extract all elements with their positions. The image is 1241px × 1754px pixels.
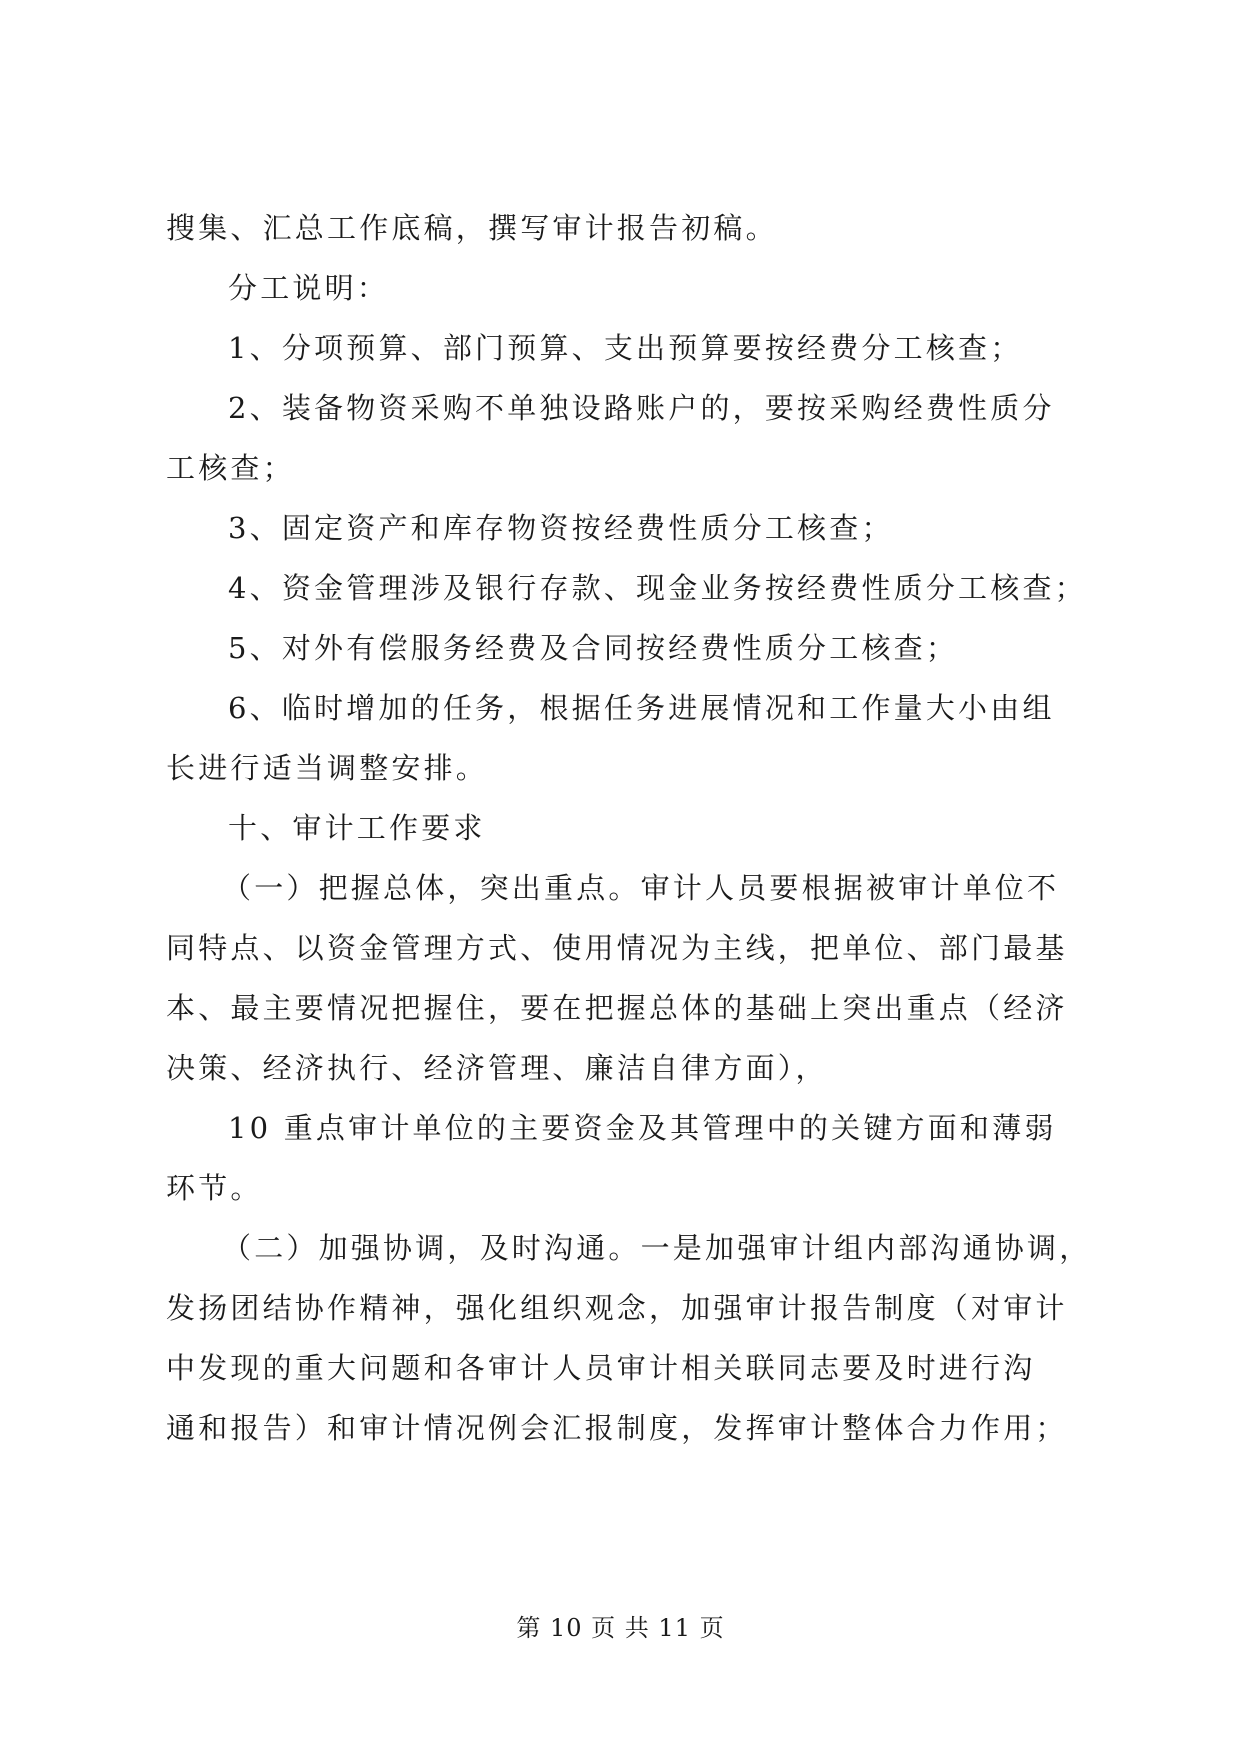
page-number: 第 10 页 共 11 页 <box>516 1614 725 1642</box>
body-line: 2、装备物资采购不单独设路账户的，要按采购经费性质分 <box>228 391 1055 425</box>
body-line: 中发现的重大问题和各审计人员审计相关联同志要及时进行沟 <box>166 1351 1036 1385</box>
body-line: 搜集、汇总工作底稿，撰写审计报告初稿。 <box>166 211 778 245</box>
body-line: 10 重点审计单位的主要资金及其管理中的关键方面和薄弱 <box>228 1111 1057 1145</box>
body-line: 1、分项预算、部门预算、支出预算要按经费分工核查； <box>228 331 1023 365</box>
body-line: 同特点、以资金管理方式、使用情况为主线，把单位、部门最基 <box>166 931 1068 965</box>
body-line: 6、临时增加的任务，根据任务进展情况和工作量大小由组 <box>228 691 1055 725</box>
body-line: 分工说明： <box>228 271 390 305</box>
body-line: 发扬团结协作精神，强化组织观念，加强审计报告制度（对审计 <box>166 1291 1068 1325</box>
body-line: 决策、经济执行、经济管理、廉洁自律方面）， <box>166 1051 828 1085</box>
body-line: （一）把握总体，突出重点。审计人员要根据被审计单位不 <box>222 871 1060 905</box>
body-line: （二）加强协调，及时沟通。一是加强审计组内部沟通协调， <box>222 1231 1092 1265</box>
body-line: 工核查； <box>166 451 295 485</box>
body-line: 5、对外有偿服务经费及合同按经费性质分工核查； <box>228 631 959 665</box>
body-line: 环节。 <box>166 1171 263 1205</box>
body-line: 4、资金管理涉及银行存款、现金业务按经费性质分工核查； <box>228 571 1087 605</box>
body-line: 3、固定资产和库存物资按经费性质分工核查； <box>228 511 894 545</box>
body-line: 长进行适当调整安排。 <box>166 751 489 785</box>
body-line: 本、最主要情况把握住，要在把握总体的基础上突出重点（经济 <box>166 991 1068 1025</box>
section-heading: 十、审计工作要求 <box>228 811 486 845</box>
body-line: 通和报告）和审计情况例会汇报制度，发挥审计整体合力作用； <box>166 1411 1068 1445</box>
